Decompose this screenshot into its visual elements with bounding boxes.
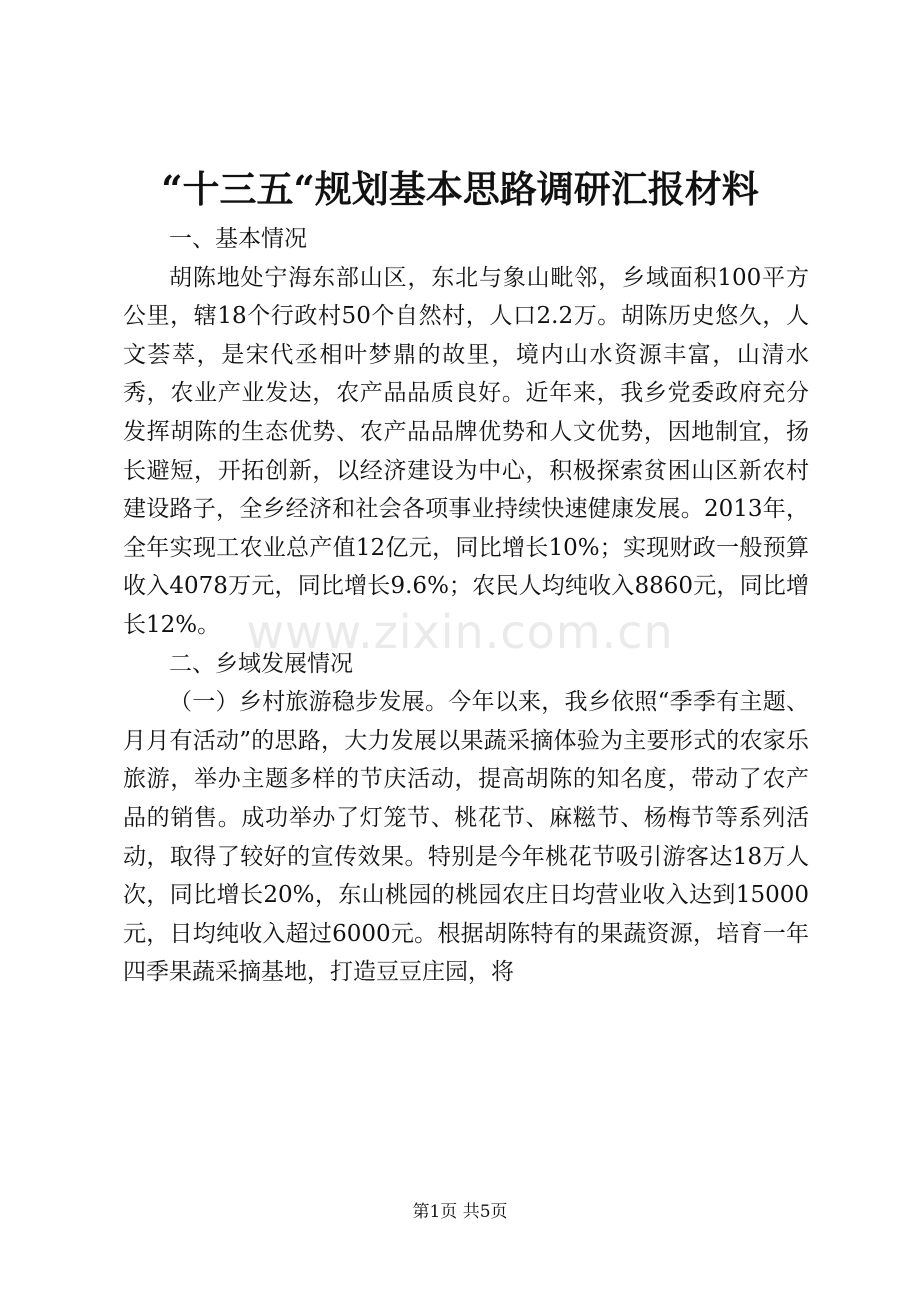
page-footer: 第1页 共5页 (412, 1202, 508, 1222)
paragraph-basic-info: 胡陈地处宁海东部山区，东北与象山毗邻，乡域面积100平方公里，辖18个行政村50个自然村，人口2.2万。胡陈历史悠久，人文荟萃，是宋代丞相叶梦鼎的故里，境内山水资源丰富，山清水秀，农业产业发达，农产品品质良好。近年来，我乡党委政府充分发挥胡陈的生态优势、农产品品牌优势和人文优势，因地制宜，扬长避短，开拓创新，以经济建设为中心，积极探索贫困山区新农村建设路子，全乡经济和社会各项事业持续快速健康发展。2013年，全年实现工农业总产值12亿元，同比增长10%；实现财政一般预算收入4078万元，同比增长9.6%；农民人均纯收入8860元，同比增长12%。 (123, 264, 809, 638)
section-heading-development: 二、乡域发展情况 (169, 650, 353, 677)
section-heading-basic: 一、基本情况 (169, 226, 307, 252)
paragraph-rural-tourism: （一）乡村旅游稳步发展。今年以来，我乡依照“季季有主题、月月有活动”的思路，大力发展以果蔬采摘体验为主要形式的农家乐旅游，举办主题多样的节庆活动，提高胡陈的知名度，带动了农产品的销售。成功举办了灯笼节、桃花节、麻糍节、杨梅节等系列活动，取得了较好的宣传效果。特别是今年桃花节吸引游客达18万人次，同比增长20%，东山桃园的桃园农庄日均营业收入达到15000元，日均纯收入超过6000元。根据胡陈特有的果蔬资源，培育一年四季果蔬采摘基地，打造豆豆庄园，将 (123, 689, 809, 986)
watermark: www.zixin.com.cn (246, 605, 674, 659)
document-body (123, 220, 809, 992)
document-title: “十三五“规划基本思路调研汇报材料 (161, 167, 759, 211)
